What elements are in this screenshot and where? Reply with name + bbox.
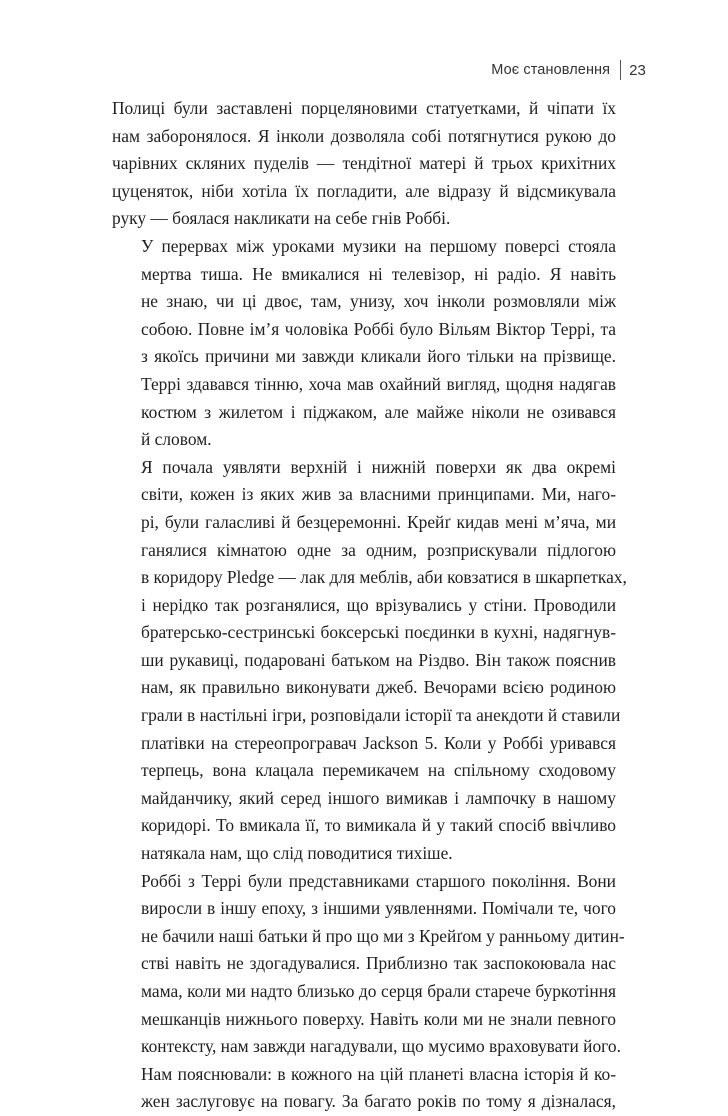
text-line: виросли в іншу епоху, з іншими уявленнями. Помічали те, чого [141, 898, 616, 919]
text-line: братерсько-сестринські боксерські поєдинки в кухні, надягнув- [141, 622, 616, 643]
text-line: Я почала уявляти верхній і нижній поверхи як два окремі [141, 456, 616, 477]
text-line: У перервах між уроками музики на першому поверсі стояла [141, 235, 616, 256]
text-line: мертва тиша. Не вмикалися ні телевізор, ні радіо. Я навіть [141, 263, 616, 284]
text-line: грали в настільні ігри, розповідали історії та анекдоти й ставили [141, 705, 621, 726]
text-line: натякала нам, що слід поводитися тихіше. [141, 843, 453, 864]
text-line: платівки на стереопрогравач Jackson 5. Коли у Роббі уривався [141, 732, 616, 753]
text-line: рі, були галасливі й безцеремонні. Крейґ кидав мені м’яча, ми [141, 511, 616, 532]
text-line: коридорі. То вмикала її, то вимикала й у такий спосіб ввічливо [141, 815, 616, 836]
paragraph-4 [112, 868, 625, 1116]
text-line: чарівних скляних пуделів — тендітної матері й трьох крихітних [112, 153, 616, 174]
text-line: мама, коли ми надто близько до серця брали старече буркотіння [141, 981, 616, 1001]
text-line: не знаю, чи ці двоє, там, унизу, хоч інколи розмовляли між [141, 291, 616, 312]
text-line: стві навіть не здогадувалися. Приблизно так заспокоювала нас [141, 953, 616, 974]
text-line: терпець, вона клацала перемикачем на спільному сходовому [141, 760, 616, 781]
text-line: і нерідко так розганялися, що врізувались у стіни. Проводили [141, 594, 616, 615]
running-head-title: Моє становлення [491, 62, 611, 78]
paragraph-2 [112, 233, 616, 454]
text-line: не бачили наші батьки й про що ми з Крейґом у ранньому дитин- [141, 925, 625, 946]
text-line: Полиці були заставлені порцеляновими статуетками, й чіпати їх [112, 98, 616, 118]
running-head-divider [620, 60, 621, 80]
text-line: нам заборонялося. Я інколи дозволяла собі потягнутися рукою до [112, 125, 616, 146]
text-line: ганялися кімнатою одне за одним, розприскували підлогою [141, 539, 616, 560]
text-line: й словом. [141, 429, 212, 450]
text-line: контексту, нам завжди нагадували, що мусимо враховувати його. [141, 1036, 621, 1057]
paragraph-3 [112, 454, 627, 868]
body-text [112, 95, 627, 1116]
text-line: Нам пояснювали: в кожного на цій планеті власна історія й ко- [141, 1063, 616, 1084]
text-line: ши рукавиці, подаровані батьком на Різдво. Він також пояснив [141, 649, 616, 670]
text-line: костюм з жилетом і піджаком, але майже ніколи не озивався [141, 401, 616, 422]
text-line: майданчику, який серед іншого вимикав і лампочку в нашому [141, 787, 616, 808]
text-line: цуценяток, ніби хотіла їх погладити, але відразу й відсмикувала [112, 180, 616, 201]
text-line: з якоїсь причини ми завжди кликали його тільки на прізвище. [141, 346, 616, 367]
text-line: світи, кожен із яких жив за власними принципами. Ми, наго- [141, 484, 616, 505]
text-line: собою. Повне ім’я чоловіка Роббі було Вільям Віктор Террі, та [141, 318, 616, 339]
text-line: мешканців нижнього поверху. Навіть коли ми не знали певного [141, 1008, 616, 1029]
text-line: руку — боялася накликати на себе гнів Роббі. [112, 208, 451, 229]
text-line: в коридору Pledge — лак для меблів, аби ковзатися в шкарпетках, [141, 567, 627, 588]
text-line: нам, як правильно виконувати джеб. Вечорами всією родиною [141, 677, 616, 698]
running-head [491, 60, 646, 80]
text-line: жен заслуговує на повагу. За багато років по тому я дізналася, [141, 1091, 616, 1112]
text-line: Террі здавався тінню, хоча мав охайний вигляд, щодня надягав [141, 373, 616, 394]
paragraph-1 [112, 95, 616, 233]
text-line: Роббі з Террі були представниками старшого покоління. Вони [141, 870, 616, 891]
page-number: 23 [629, 61, 646, 79]
